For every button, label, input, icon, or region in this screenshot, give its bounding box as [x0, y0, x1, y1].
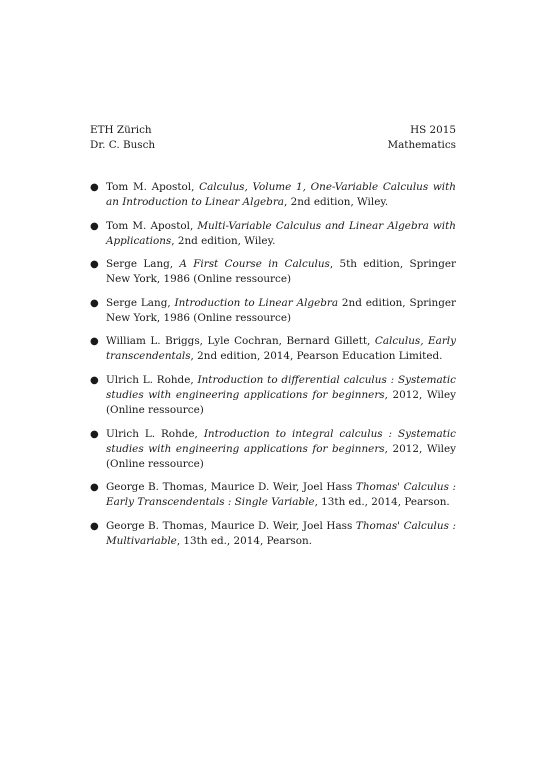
reference-details: , 13th ed., 2014, Pearson.: [176, 534, 313, 547]
reference-authors: Ulrich L. Rohde,: [106, 373, 198, 386]
reference-title: Thomas' Calculus : Early Transcendentals : Single Variable: [106, 481, 456, 509]
reference-authors: Tom M. Apostol,: [106, 181, 200, 193]
reference-authors: Ulrich L. Rohde,: [106, 427, 204, 440]
reference-title: A First Course in Calculus: [179, 258, 330, 271]
reference-authors: Tom M. Apostol,: [106, 219, 198, 232]
page-header: [90, 123, 456, 153]
reference-item: [90, 180, 456, 210]
reference-item: [90, 296, 456, 326]
bullet-icon: ●: [90, 520, 99, 532]
reference-details: , 2012, Wiley (Online ressource): [106, 442, 456, 470]
reference-authors: George B. Thomas, Maurice D. Weir, Joel Hass: [106, 481, 356, 494]
reference-item: [90, 257, 456, 287]
bullet-icon: ●: [90, 428, 99, 440]
bullet-icon: ●: [90, 336, 99, 348]
institution: ETH Zürich: [90, 124, 152, 136]
reference-title: Introduction to integral calculus : Systematic studies with engineering applications for beginners: [106, 427, 457, 455]
reference-title: Thomas' Calculus : Multivariable: [106, 519, 456, 547]
reference-title: Introduction to differential calculus : Systematic studies with engineering applications for beginners: [106, 373, 456, 401]
bullet-icon: ●: [90, 182, 99, 193]
reference-title: Calculus, Early transcendentals: [106, 335, 456, 363]
bullet-icon: ●: [90, 297, 99, 309]
reference-details: , 5th edition, Springer New York, 1986 (Online ressource): [106, 258, 456, 286]
lecturer: Dr. C. Busch: [90, 139, 156, 151]
reference-item: [90, 427, 456, 472]
bullet-icon: ●: [90, 220, 99, 232]
reference-details: , 2nd edition, 2014, Pearson Education Limited.: [190, 350, 443, 363]
reference-details: , 2012, Wiley (Online ressource): [106, 388, 456, 416]
bullet-icon: ●: [90, 259, 99, 271]
reference-list: [90, 180, 456, 557]
reference-details: , 2nd edition, Wiley.: [171, 234, 276, 247]
reference-title: Calculus, Volume 1, One-Variable Calculus with an Introduction to Linear Algebra: [106, 181, 456, 208]
bullet-icon: ●: [90, 374, 99, 386]
reference-item: [90, 373, 456, 418]
reference-item: [90, 519, 456, 549]
bullet-icon: ●: [90, 482, 99, 494]
header-row-1: [90, 123, 456, 138]
reference-authors: Serge Lang,: [106, 258, 180, 271]
reference-item: [90, 480, 456, 510]
reference-details: , 13th ed., 2014, Pearson.: [314, 496, 450, 509]
reference-title: Introduction to Linear Algebra: [174, 296, 339, 309]
reference-authors: Serge Lang,: [106, 296, 175, 309]
reference-title: Multi-Variable Calculus and Linear Algebra with Applications: [106, 219, 456, 247]
reference-details: 2nd edition, Springer New York, 1986 (Online ressource): [106, 296, 456, 324]
reference-item: [90, 334, 456, 364]
reference-authors: George B. Thomas, Maurice D. Weir, Joel Hass: [106, 519, 356, 532]
reference-details: , 2nd edition, Wiley.: [284, 196, 389, 208]
reference-authors: William L. Briggs, Lyle Cochran, Bernard Gillett,: [106, 335, 375, 348]
reference-item: [90, 219, 456, 249]
department: Mathematics: [387, 139, 456, 151]
semester: HS 2015: [410, 124, 456, 136]
header-row-2: [90, 138, 456, 153]
